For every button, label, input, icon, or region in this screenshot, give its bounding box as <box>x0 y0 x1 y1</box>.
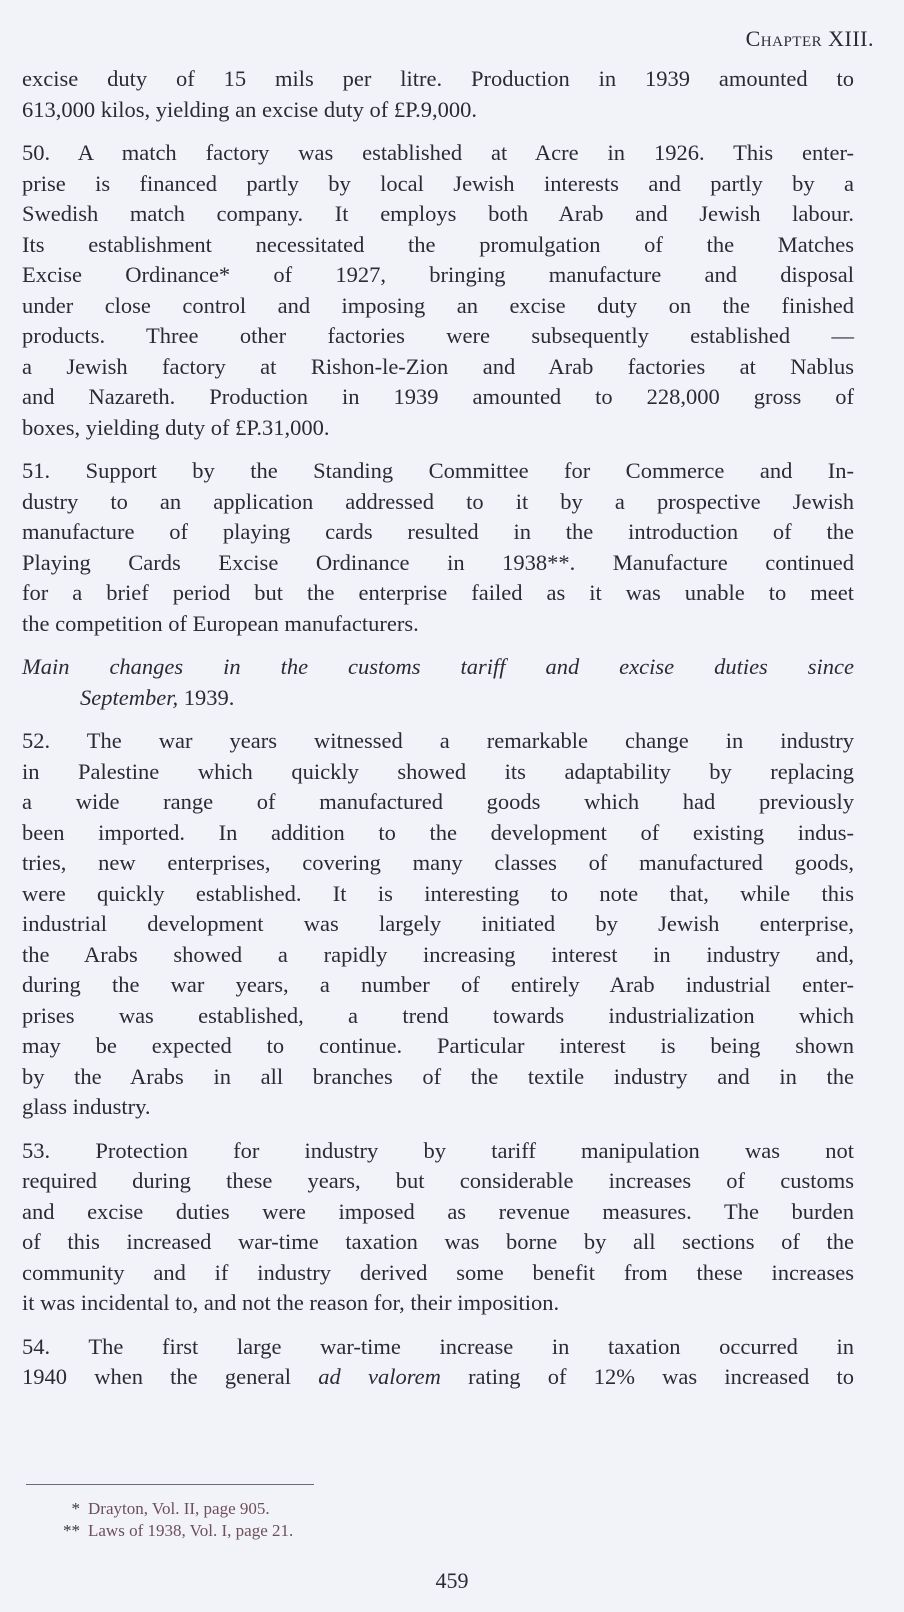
page-body <box>22 64 854 1393</box>
text-line: during the war years, a number of entirely Arab industrial enter- <box>22 972 854 997</box>
text-line: community and if industry derived some benefit from these increases <box>22 1259 854 1285</box>
italic-text: ad valorem <box>318 1364 441 1389</box>
text-line: dustry to an application addressed to it by a prospective Jewish <box>22 488 854 514</box>
text-line: for a brief period but the enterprise failed as it was unable to meet <box>22 580 854 605</box>
text-line <box>22 683 854 714</box>
text-line: the Arabs showed a rapidly increasing interest in industry and, <box>22 941 854 967</box>
footnote-marker: ** <box>63 1521 80 1540</box>
text-line: by the Arabs in all branches of the textile industry and in the <box>22 1063 854 1089</box>
text-line: manufacture of playing cards resulted in the introduction of the <box>22 519 854 544</box>
text-line <box>22 652 854 683</box>
text-line: of this increased war-time taxation was borne by all sections of the <box>22 1229 854 1254</box>
text-line: been imported. In addition to the development of existing indus- <box>22 819 854 845</box>
text-line: 53. Protection for industry by tariff manipulation was not <box>22 1137 854 1163</box>
text-line: tries, new enterprises, covering many classes of manufactured goods, <box>22 850 854 875</box>
text-line: 613,000 kilos, yielding an excise duty of £P.9,000. <box>22 96 477 122</box>
text-line: glass industry. <box>22 1094 151 1119</box>
text-line <box>22 1362 854 1393</box>
text-line: a Jewish factory at Rishon-le-Zion and Arab factories at Nablus <box>22 353 854 379</box>
footnotes <box>60 1498 293 1542</box>
footnote-2 <box>60 1520 293 1542</box>
text-line: required during these years, but considerable increases of customs <box>22 1168 854 1193</box>
footnote-text: Laws of 1938, Vol. I, page 21. <box>88 1521 294 1540</box>
running-header: Chapter XIII. <box>745 26 874 51</box>
page-number: 459 <box>435 1568 469 1593</box>
footnote-1 <box>60 1498 293 1520</box>
text-line: were quickly established. It is interesting to note that, while this <box>22 880 854 906</box>
italic-text: September, <box>80 684 179 710</box>
text-line: 50. A match factory was established at Acre in 1926. This enter- <box>22 140 854 165</box>
continuation <box>22 64 854 125</box>
italic-text: Main changes in the customs tariff and excise duties since <box>22 654 854 679</box>
para-52 <box>22 726 854 1123</box>
text-line: 52. The war years witnessed a remarkable change in industry <box>22 728 854 753</box>
text-line: a wide range of manufactured goods which had previously <box>22 789 854 814</box>
para-53 <box>22 1136 854 1319</box>
text-line: industrial development was largely initiated by Jewish enterprise, <box>22 911 854 936</box>
para-51 <box>22 456 854 639</box>
text-line: Its establishment necessitated the promulgation of the Matches <box>22 231 854 257</box>
text-line: Excise Ordinance* of 1927, bringing manufacture and disposal <box>22 262 854 287</box>
text-line: 54. The first large war-time increase in taxation occurred in <box>22 1333 854 1359</box>
text-segment: 1940 when the general <box>22 1364 319 1389</box>
text-line: Playing Cards Excise Ordinance in 1938**. Manufacture continued <box>22 549 854 575</box>
section-heading <box>22 652 854 713</box>
text-line: the competition of European manufacturers. <box>22 610 419 636</box>
para-50 <box>22 138 854 443</box>
text-line: may be expected to continue. Particular interest is being shown <box>22 1033 854 1058</box>
text-line: it was incidental to, and not the reason for, their imposition. <box>22 1290 560 1315</box>
text-line: and excise duties were imposed as revenue measures. The burden <box>22 1198 854 1224</box>
text-line: in Palestine which quickly showed its adaptability by replacing <box>22 758 854 784</box>
text-line: prises was established, a trend towards industrialization which <box>22 1002 854 1028</box>
text-line: prise is financed partly by local Jewish interests and partly by a <box>22 170 854 196</box>
text-line: 51. Support by the Standing Committee for Commerce and In- <box>22 458 854 483</box>
text-line: excise duty of 15 mils per litre. Production in 1939 amounted to <box>22 66 854 91</box>
text-line: products. Three other factories were subsequently established — <box>22 323 854 348</box>
text-line: under close control and imposing an excise duty on the finished <box>22 292 854 318</box>
footnote-text: Drayton, Vol. II, page 905. <box>88 1499 270 1518</box>
text-line: Swedish match company. It employs both Arab and Jewish labour. <box>22 201 854 226</box>
text-segment: 1939. <box>178 684 235 710</box>
para-54 <box>22 1332 854 1393</box>
text-segment: rating of 12% was increased to <box>440 1364 854 1389</box>
footnote-marker: * <box>71 1499 80 1518</box>
text-line: boxes, yielding duty of £P.31,000. <box>22 414 330 440</box>
footnote-divider <box>26 1484 314 1485</box>
text-line: and Nazareth. Production in 1939 amounted to 228,000 gross of <box>22 384 854 409</box>
